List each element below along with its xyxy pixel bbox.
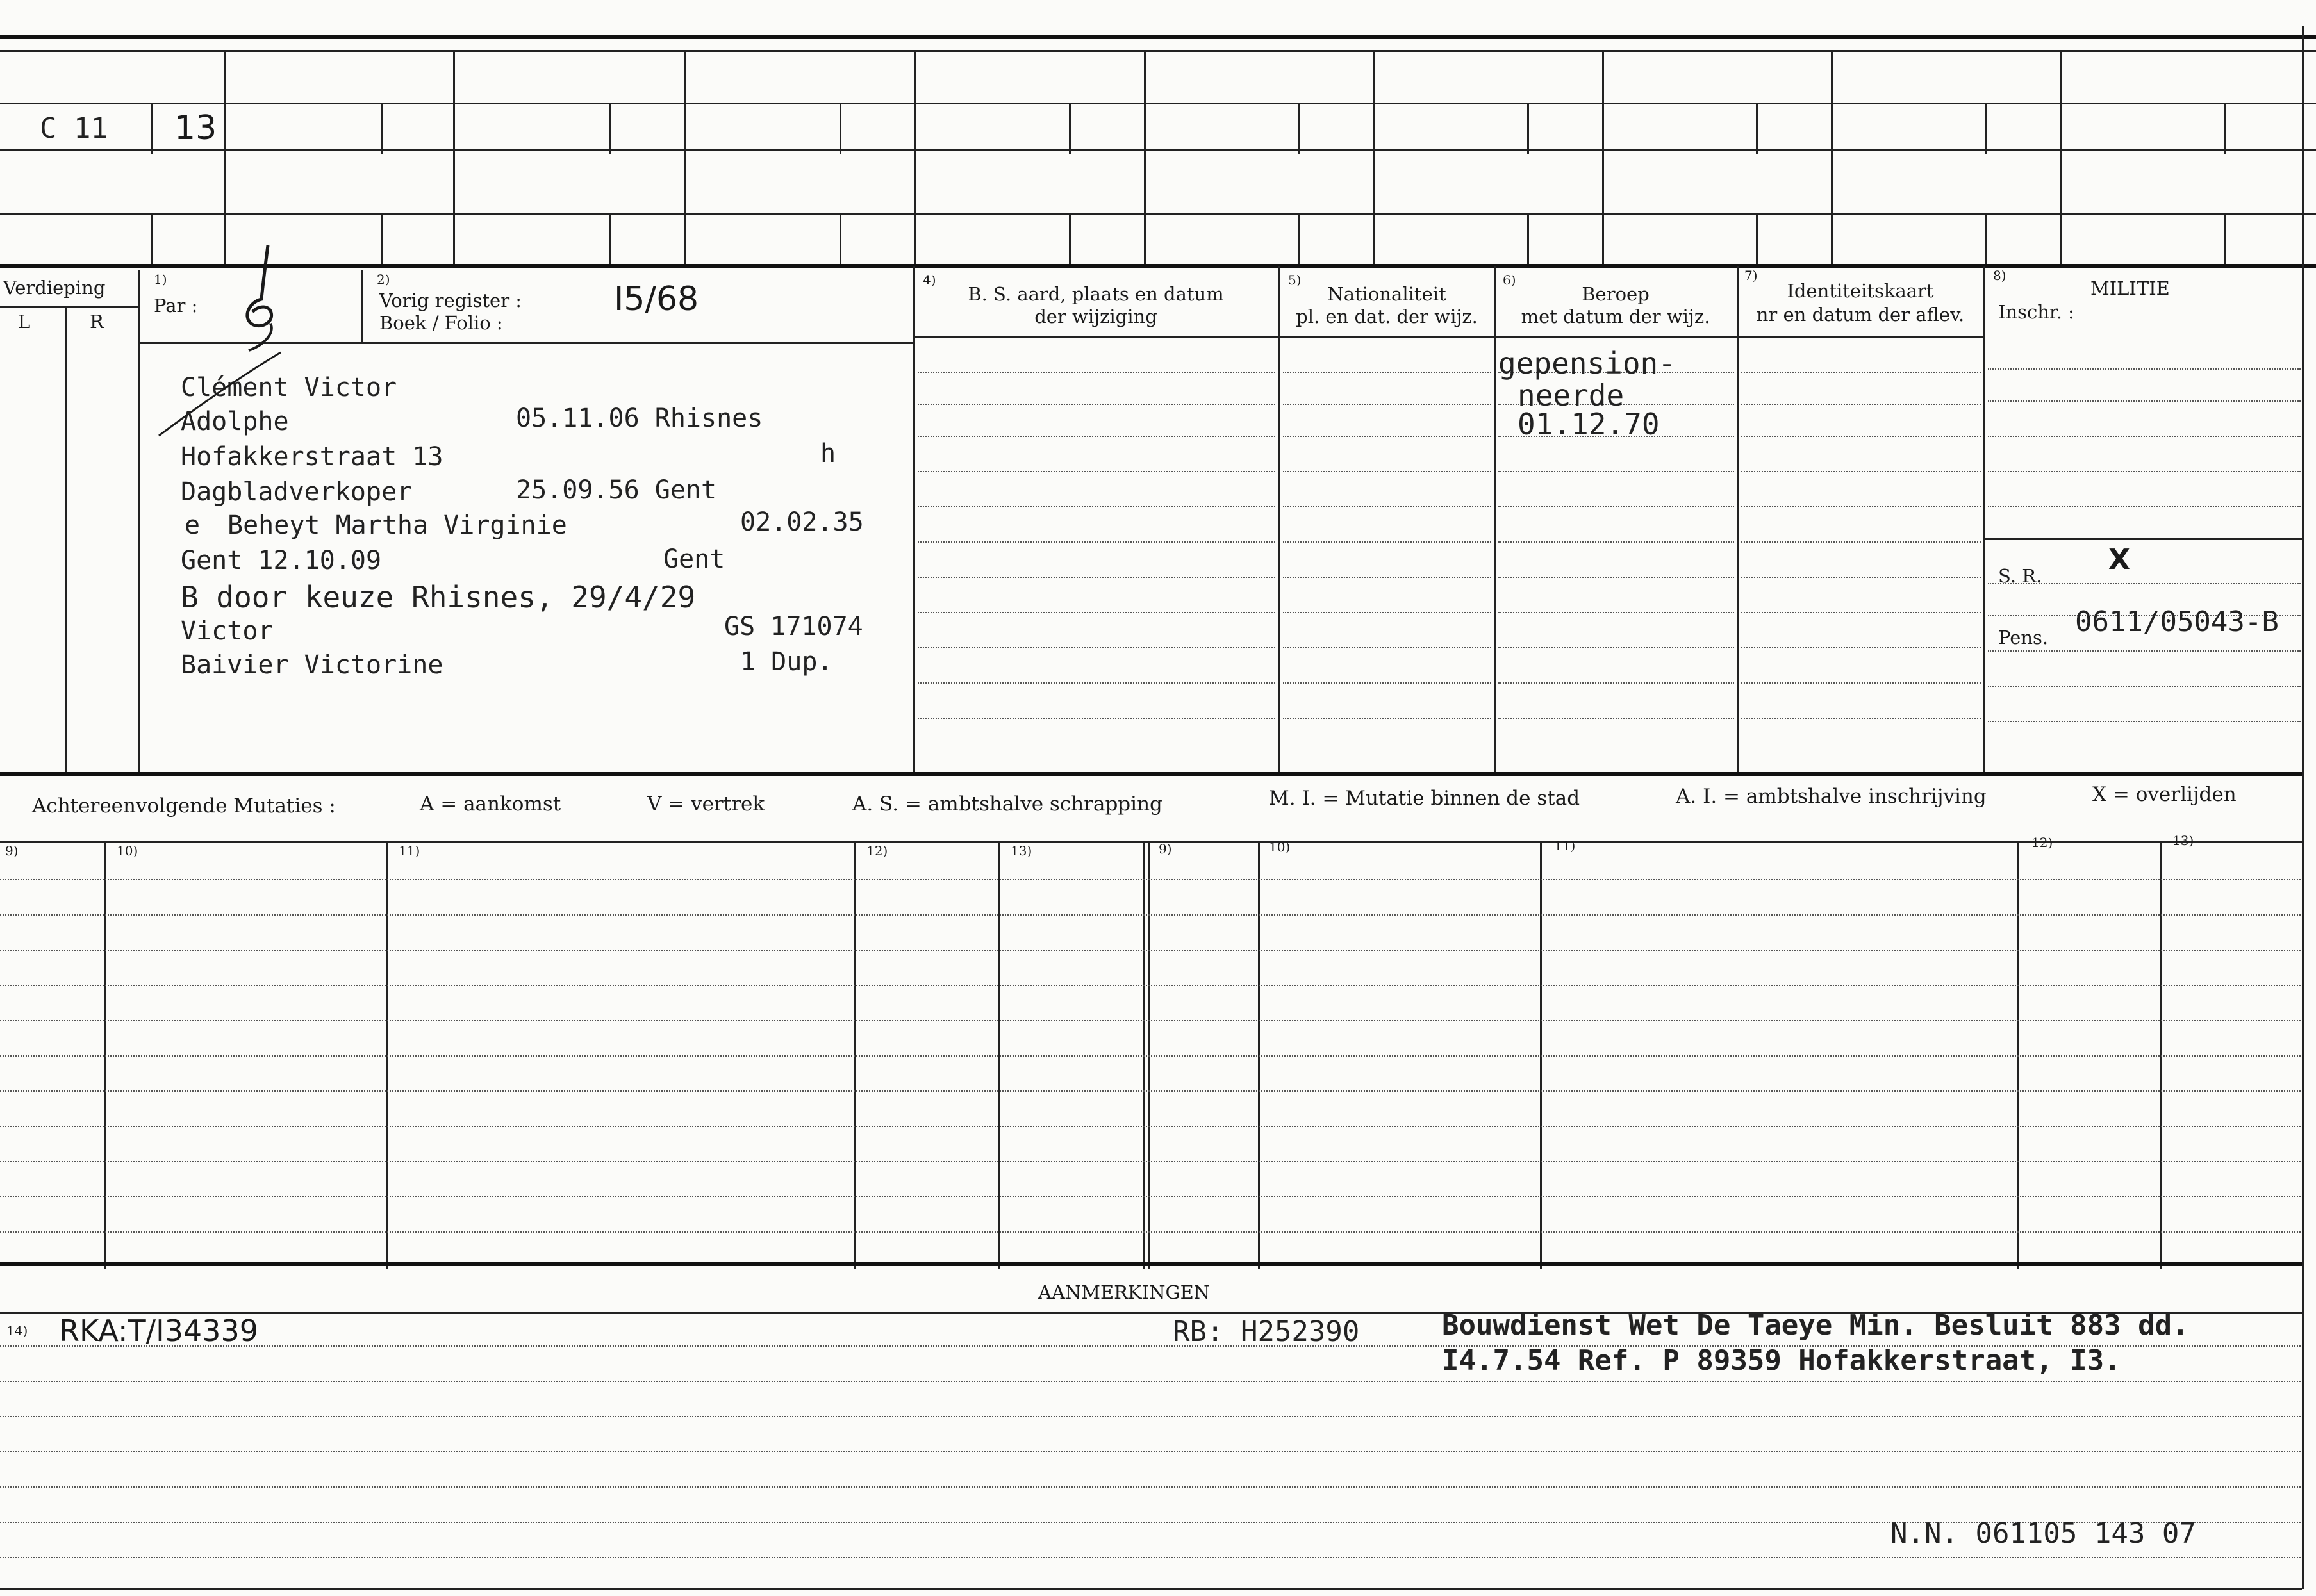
mut-col12b: 12) bbox=[2031, 835, 2053, 850]
legend-overlijden: X = overlijden bbox=[2092, 783, 2237, 806]
verdieping-label: Verdieping bbox=[3, 277, 106, 299]
mut-col13: 13) bbox=[1011, 843, 1032, 859]
col5-title-line1: Nationaliteit bbox=[1327, 283, 1446, 305]
national-number: N.N. 061105 143 07 bbox=[1890, 1517, 2196, 1550]
mut-col11b: 11) bbox=[1554, 838, 1576, 853]
mother-name: Baivier Victorine bbox=[181, 650, 443, 680]
col8-number: 8) bbox=[1993, 268, 2006, 283]
mutaties-title: Achtereenvolgende Mutaties : bbox=[32, 794, 336, 818]
person-address: Hofakkerstraat 13 bbox=[181, 442, 443, 472]
sr-label: S. R. bbox=[1998, 565, 2042, 587]
col6-title-line2: met datum der wijz. bbox=[1521, 306, 1710, 327]
spouse-birth: Gent 12.10.09 bbox=[181, 546, 382, 575]
vorig-register-value: I5/68 bbox=[614, 280, 699, 318]
registry-code: C 11 bbox=[40, 112, 108, 145]
col7-title-line1: Identiteitskaart bbox=[1787, 280, 1934, 302]
col5-number: 5) bbox=[1288, 272, 1302, 288]
par-number: 1) bbox=[154, 272, 167, 287]
pens-label: Pens. bbox=[1998, 627, 2049, 648]
col5-title-line2: pl. en dat. der wijz. bbox=[1296, 306, 1478, 327]
registry-number: 13 bbox=[174, 109, 217, 147]
spouse-city: Gent bbox=[663, 545, 725, 574]
spouse-date: 02.02.35 bbox=[740, 507, 864, 537]
par-handwritten-mark bbox=[237, 240, 288, 356]
legend-vertrek: V = vertrek bbox=[647, 793, 765, 816]
mut-col9: 9) bbox=[5, 843, 19, 859]
person-birth: 05.11.06 Rhisnes bbox=[516, 404, 763, 433]
mut-col12: 12) bbox=[866, 843, 888, 859]
pens-value: 0611/05043-B bbox=[2075, 605, 2279, 638]
person-job: Dagbladverkoper bbox=[181, 477, 413, 507]
inschr-label: Inschr. : bbox=[1998, 301, 2074, 323]
person-job-date: 25.09.56 Gent bbox=[516, 475, 717, 505]
choice-note: B door keuze Rhisnes, 29/4/29 bbox=[181, 580, 696, 614]
person-given-name: Adolphe bbox=[181, 407, 289, 436]
rb-number: RB: H252390 bbox=[1173, 1315, 1360, 1348]
par-label: Par : bbox=[154, 295, 198, 317]
mut-col11: 11) bbox=[399, 843, 420, 859]
col4-title-line2: der wijziging bbox=[1034, 306, 1157, 327]
col6-title-line1: Beroep bbox=[1582, 283, 1650, 305]
legend-ambtshalve-inschrijving: A. I. = ambtshalve inschrijving bbox=[1676, 785, 1987, 808]
col7-title-line2: nr en datum der aflev. bbox=[1756, 304, 1965, 325]
mut-col10b: 10) bbox=[1269, 839, 1291, 855]
remarks-title: AANMERKINGEN bbox=[1038, 1281, 1211, 1303]
mut-col13b: 13) bbox=[2172, 833, 2194, 848]
beroep-date: 01.12.70 bbox=[1518, 407, 1660, 441]
rka-number: RKA:T/I34339 bbox=[59, 1313, 258, 1348]
legend-ambtshalve-schrapping: A. S. = ambtshalve schrapping bbox=[852, 793, 1162, 816]
mut-col10: 10) bbox=[117, 843, 138, 859]
bouwdienst-line1: Bouwdienst Wet De Taeye Min. Besluit 883 dd. bbox=[1442, 1309, 2189, 1342]
col6-number: 6) bbox=[1503, 272, 1516, 288]
mut-col9b: 9) bbox=[1159, 841, 1172, 857]
sr-value: X bbox=[2108, 543, 2130, 576]
spouse-prefix: e bbox=[185, 511, 201, 540]
gs-code: GS 171074 bbox=[724, 612, 863, 641]
boek-folio-label: Boek / Folio : bbox=[379, 312, 503, 334]
legend-aankomst: A = aankomst bbox=[420, 793, 561, 816]
floor-r-label: R bbox=[90, 311, 104, 333]
militie-title: MILITIE bbox=[2090, 277, 2170, 299]
vorig-register-label: Vorig register : bbox=[379, 290, 522, 311]
floor-l-label: L bbox=[18, 311, 31, 333]
duplicate-note: 1 Dup. bbox=[740, 647, 833, 677]
vorig-number: 2) bbox=[377, 272, 390, 287]
bouwdienst-line2: I4.7.54 Ref. P 89359 Hofakkerstraat, I3. bbox=[1442, 1344, 2121, 1377]
legend-mutatie-stad: M. I. = Mutatie binnen de stad bbox=[1269, 787, 1580, 810]
col4-title-line1: B. S. aard, plaats en datum bbox=[968, 283, 1224, 305]
beroep-line2: neerde bbox=[1518, 378, 1625, 413]
col7-number: 7) bbox=[1744, 268, 1758, 283]
father-name: Victor bbox=[181, 616, 274, 646]
person-name: Clément Victor bbox=[181, 373, 397, 402]
remarks-number: 14) bbox=[6, 1323, 28, 1338]
person-address-flag: h bbox=[820, 439, 836, 468]
col4-number: 4) bbox=[923, 272, 936, 288]
spouse-name: Beheyt Martha Virginie bbox=[227, 511, 567, 540]
beroep-line1: gepension- bbox=[1498, 346, 1676, 381]
